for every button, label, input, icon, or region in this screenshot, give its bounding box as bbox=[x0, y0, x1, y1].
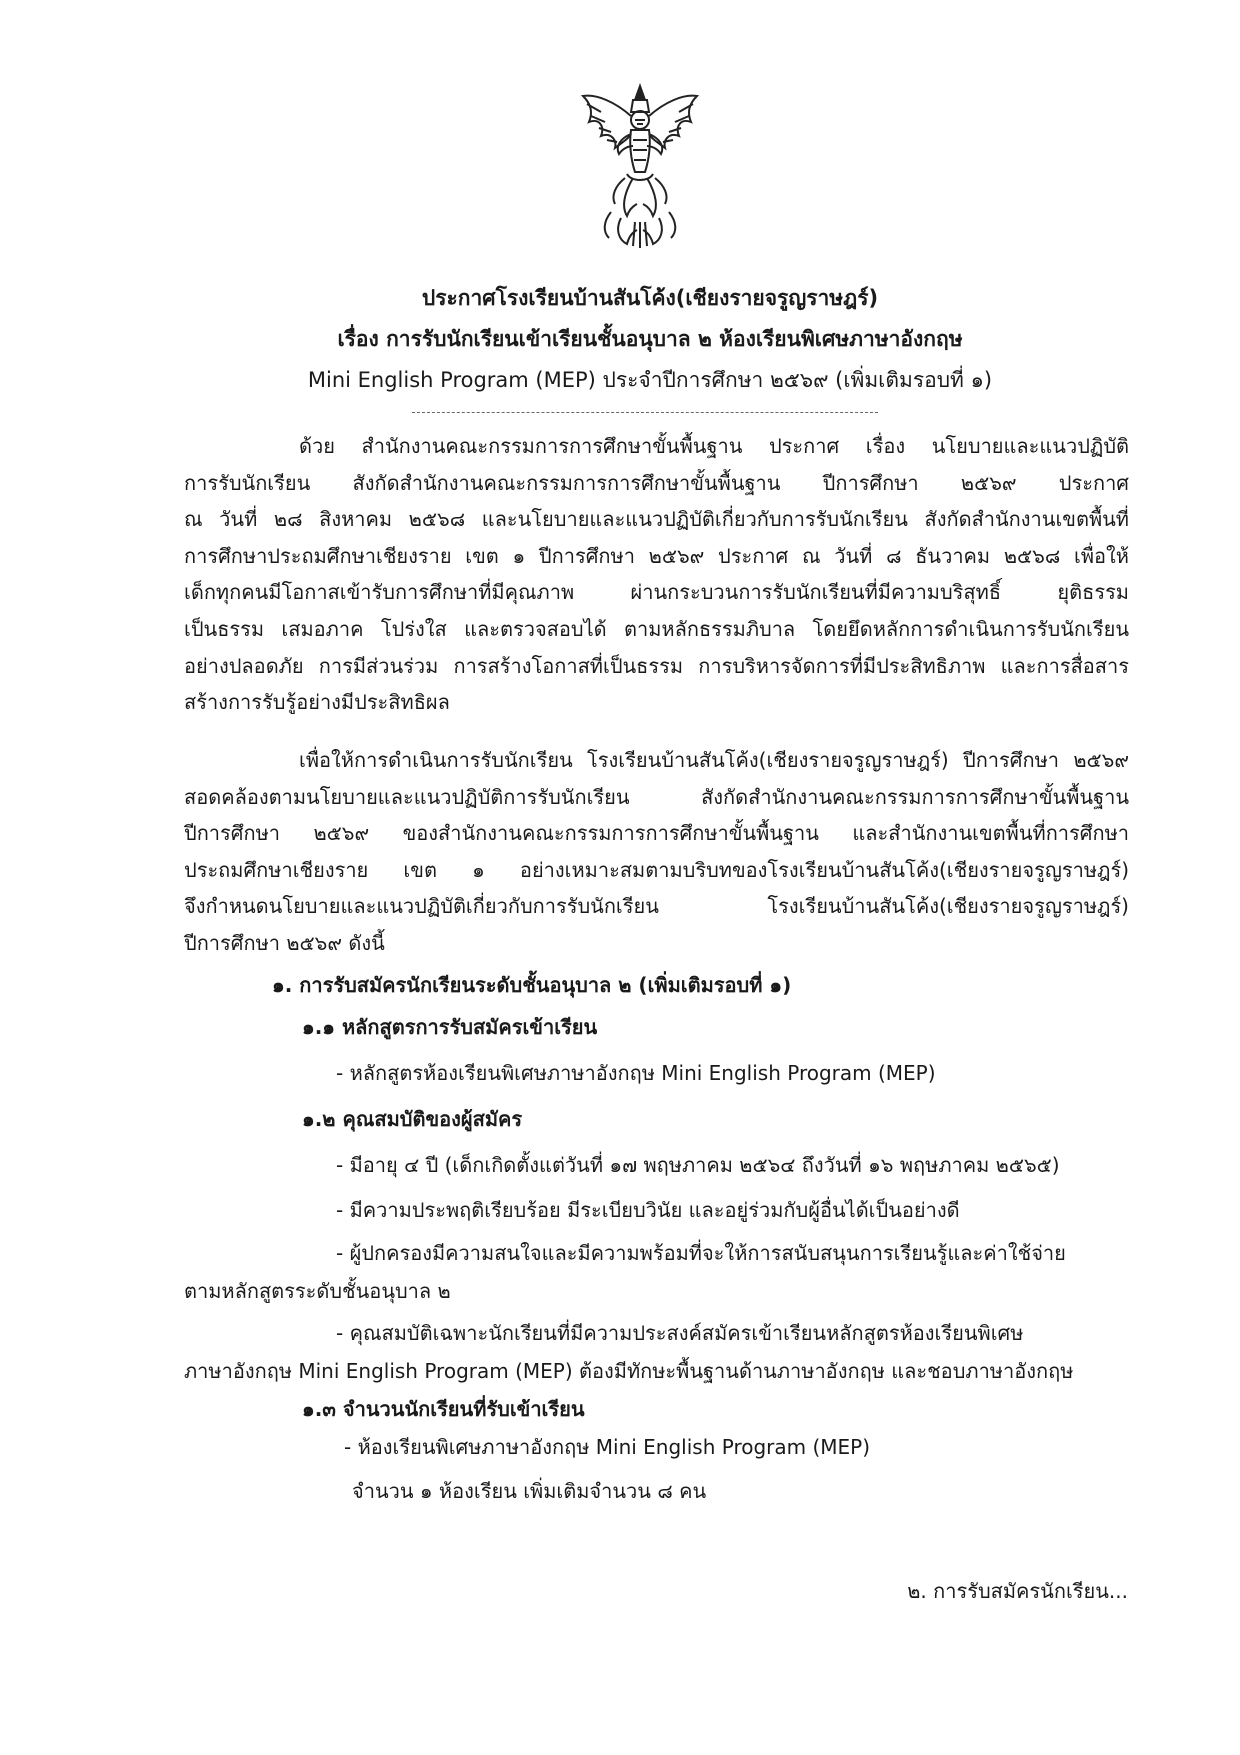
section-1-2-item-2: - มีความประพฤติเรียบร้อย มีระเบียบวินัย และอยู่ร่วมกับผู้อื่นได้เป็นอย่างดี bbox=[336, 1198, 960, 1222]
paragraph-line: ปีการศึกษา ๒๕๖๙ ของสำนักงานคณะกรรมการการศึกษาขั้นพื้นฐาน และสำนักงานเขตพื้นที่การศึกษา bbox=[184, 821, 1129, 846]
section-1-2-item-3-cont: ตามหลักสูตรระดับชั้นอนุบาล ๒ bbox=[184, 1279, 451, 1303]
paragraph-line: การรับนักเรียน สังกัดสำนักงานคณะกรรมการการศึกษาขั้นพื้นฐาน ปีการศึกษา ๒๕๖๙ ประกาศ bbox=[184, 470, 1129, 495]
section-1-2-item-4-cont: ภาษาอังกฤษ Mini English Program (MEP) ต้องมีทักษะพื้นฐานด้านภาษาอังกฤษ และชอบภาษาอังกฤษ bbox=[184, 1359, 1074, 1383]
paragraph-line: สอดคล้องตามนโยบายและแนวปฏิบัติการรับนักเรียน สังกัดสำนักงานคณะกรรมการการศึกษาขั้นพื้นฐาน bbox=[184, 784, 1129, 809]
section-1-2-item-4: - คุณสมบัติเฉพาะนักเรียนที่มีความประสงค์สมัครเข้าเรียนหลักสูตรห้องเรียนพิเศษ bbox=[336, 1321, 1024, 1345]
section-1-heading: ๑. การรับสมัครนักเรียนระดับชั้นอนุบาล ๒ (เพิ่มเติมรอบที่ ๑) bbox=[272, 973, 792, 997]
announcement-title bbox=[150, 278, 1150, 401]
paragraph-line: การศึกษาประถมศึกษาเชียงราย เขต ๑ ปีการศึกษา ๒๕๖๙ ประกาศ ณ วันที่ ๘ ธันวาคม ๒๕๖๘ เพื่อให้ bbox=[184, 543, 1129, 568]
paragraph-line: เด็กทุกคนมีโอกาสเข้ารับการศึกษาที่มีคุณภาพ ผ่านกระบวนการรับนักเรียนที่มีความบริสุทธิ์ ยุติธรรม bbox=[184, 580, 1129, 605]
paragraph-line: ณ วันที่ ๒๘ สิงหาคม ๒๕๖๘ และนโยบายและแนวปฏิบัติเกี่ยวกับการรับนักเรียน สังกัดสำนักงานเขตพื้นที่ bbox=[184, 507, 1129, 532]
paragraph-2 bbox=[184, 742, 1129, 962]
paragraph-line: สร้างการรับรู้อย่างมีประสิทธิผล bbox=[184, 690, 450, 715]
section-1-1-heading: ๑.๑ หลักสูตรการรับสมัครเข้าเรียน bbox=[302, 1015, 598, 1039]
section-1-1-item: - หลักสูตรห้องเรียนพิเศษภาษาอังกฤษ Mini English Program (MEP) bbox=[336, 1061, 936, 1085]
section-1-3-item-2: จำนวน ๑ ห้องเรียน เพิ่มเติมจำนวน ๘ คน bbox=[352, 1479, 707, 1503]
continuation-note: ๒. การรับสมัครนักเรียน... bbox=[907, 1579, 1128, 1603]
paragraph-line: ด้วย สำนักงานคณะกรรมการการศึกษาขั้นพื้นฐาน ประกาศ เรื่อง นโยบายและแนวปฏิบัติ bbox=[299, 434, 1129, 458]
paragraph-line: ประถมศึกษาเชียงราย เขต ๑ อย่างเหมาะสมตามบริบทของโรงเรียนบ้านสันโค้ง(เชียงรายจรูญราษฎร์) bbox=[184, 857, 1129, 882]
paragraph-line: ปีการศึกษา ๒๕๖๙ ดังนี้ bbox=[184, 930, 385, 955]
section-1-2-item-1: - มีอายุ ๔ ปี (เด็กเกิดตั้งแต่วันที่ ๑๗ พฤษภาคม ๒๕๖๔ ถึงวันที่ ๑๖ พฤษภาคม ๒๕๖๕) bbox=[336, 1153, 1060, 1177]
paragraph-line: เป็นธรรม เสมอภาค โปร่งใส และตรวจสอบได้ ตามหลักธรรมภิบาล โดยยึดหลักการดำเนินการรับนักเรียน bbox=[184, 616, 1129, 641]
title-line-1: ประกาศโรงเรียนบ้านสันโค้ง(เชียงรายจรูญราษฎร์) bbox=[421, 286, 879, 310]
section-1-2-item-3: - ผู้ปกครองมีความสนใจและมีความพร้อมที่จะให้การสนับสนุนการเรียนรู้และค่าใช้จ่าย bbox=[336, 1241, 1066, 1265]
title-line-2: เรื่อง การรับนักเรียนเข้าเรียนชั้นอนุบาล ๒ ห้องเรียนพิเศษภาษาอังกฤษ bbox=[337, 327, 963, 351]
title-line-3: Mini English Program (MEP) ประจำปีการศึกษา ๒๕๖๙ (เพิ่มเติมรอบที่ ๑) bbox=[307, 368, 993, 392]
section-1-2-heading: ๑.๒ คุณสมบัติของผู้สมัคร bbox=[302, 1107, 523, 1131]
paragraph-line: จึงกำหนดนโยบายและแนวปฏิบัติเกี่ยวกับการรับนักเรียน โรงเรียนบ้านสันโค้ง(เชียงรายจรูญราษฎร์) bbox=[184, 894, 1129, 919]
paragraph-line: อย่างปลอดภัย การมีส่วนร่วม การสร้างโอกาสที่เป็นธรรม การบริหารจัดการที่มีประสิทธิภาพ และการสื่อสาร bbox=[184, 653, 1129, 678]
section-1-3-heading: ๑.๓ จำนวนนักเรียนที่รับเข้าเรียน bbox=[302, 1397, 585, 1421]
garuda-emblem-icon bbox=[575, 82, 705, 252]
paragraph-1 bbox=[184, 428, 1129, 721]
paragraph-line: เพื่อให้การดำเนินการรับนักเรียน โรงเรียนบ้านสันโค้ง(เชียงรายจรูญราษฎร์) ปีการศึกษา ๒๕๖๙ bbox=[299, 748, 1129, 772]
title-divider bbox=[412, 412, 878, 413]
section-1-3-item-1: - ห้องเรียนพิเศษภาษาอังกฤษ Mini English Program (MEP) bbox=[344, 1435, 871, 1459]
